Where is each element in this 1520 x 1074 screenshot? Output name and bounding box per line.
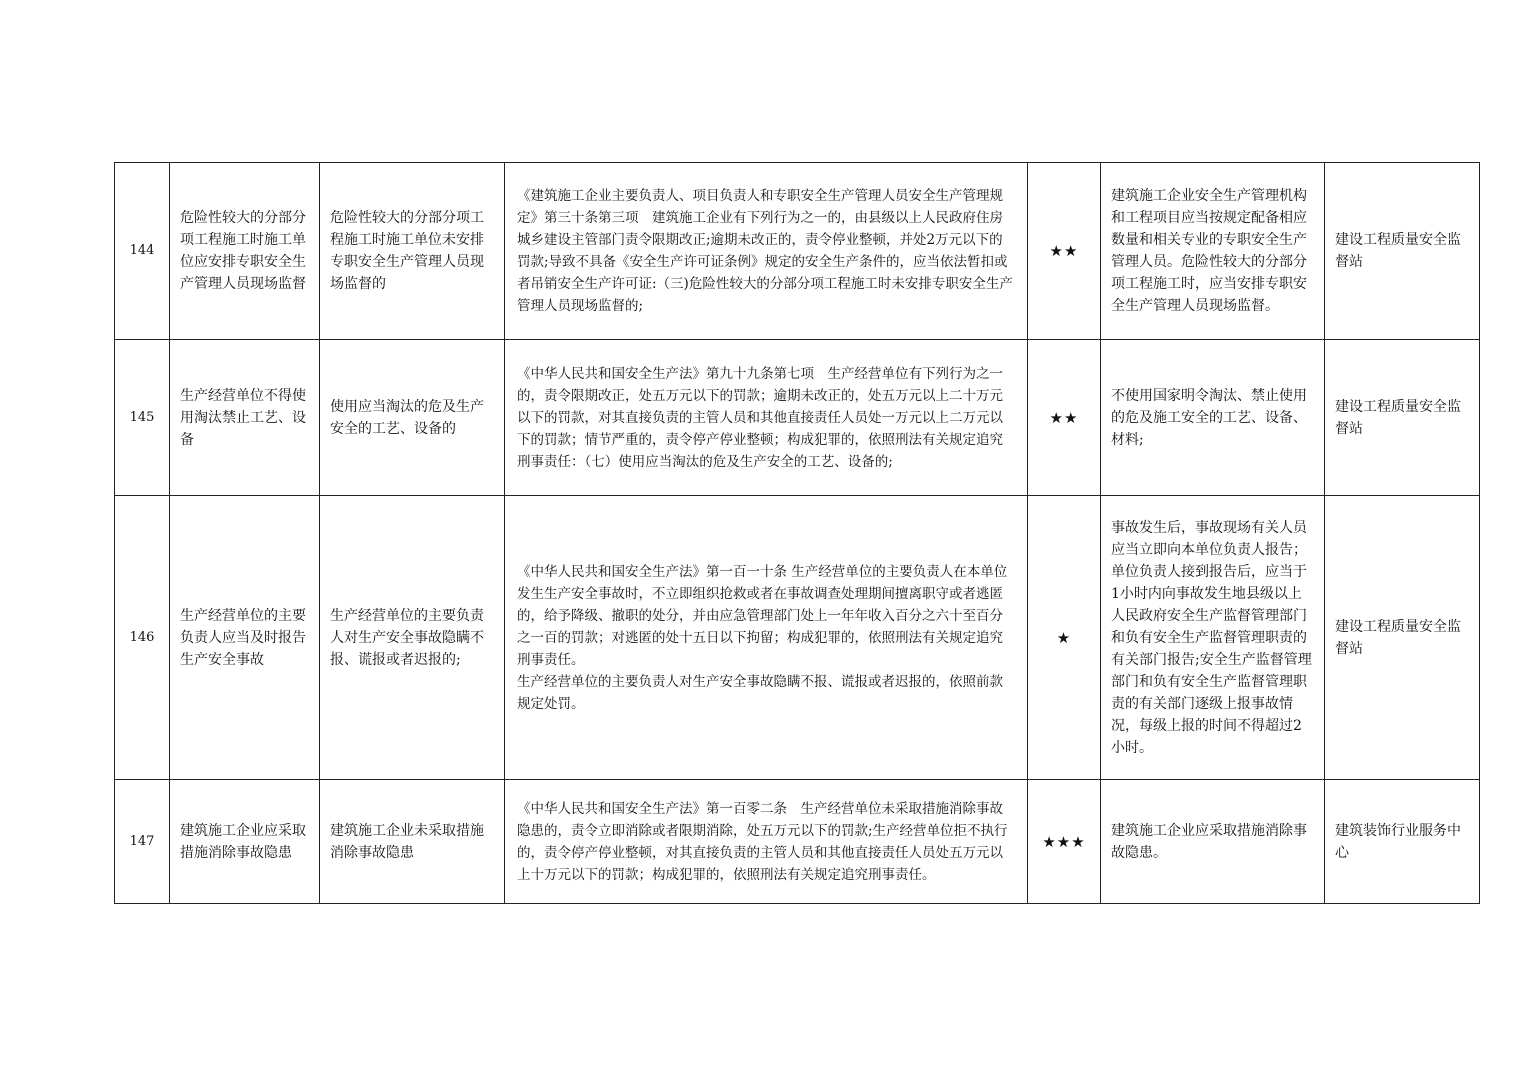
table-row — [115, 780, 1480, 904]
regulation-table — [114, 162, 1480, 904]
item-cell: 生产经营单位不得使用淘汰禁止工艺、设备 — [170, 340, 320, 496]
requirement-cell: 建筑施工企业安全生产管理机构和工程项目应当按规定配备相应数量和相关专业的专职安全生产管理人员。危险性较大的分部分项工程施工时，应当安排专职安全生产管理人员现场监督。 — [1101, 163, 1325, 340]
star-rating: ★★ — [1028, 340, 1101, 496]
violation-cell: 建筑施工企业未采取措施消除事故隐患 — [320, 780, 505, 904]
requirement-cell: 不使用国家明令淘汰、禁止使用的危及施工安全的工艺、设备、材料; — [1101, 340, 1325, 496]
item-cell: 建筑施工企业应采取措施消除事故隐患 — [170, 780, 320, 904]
star-rating: ★★ — [1028, 163, 1101, 340]
department-cell: 建设工程质量安全监督站 — [1325, 163, 1480, 340]
legal-basis-cell: 《建筑施工企业主要负责人、项目负责人和专职安全生产管理人员安全生产管理规定》第三十条第三项 建筑施工企业有下列行为之一的，由县级以上人民政府住房城乡建设主管部门责令限期改正;逾期未改正的，责令停业整顿，并处2万元以下的罚款;导致不具备《安全生产许可证条例》规定的安全生产条件的，应当依法暂扣或者吊销安全生产许可证:（三)危险性较大的分部分项工程施工时未安排专职安全生产管理人员现场监督的; — [505, 163, 1028, 340]
requirement-cell: 事故发生后，事故现场有关人员应当立即向本单位负责人报告；单位负责人接到报告后，应当于1小时内向事故发生地县级以上人民政府安全生产监督管理部门和负有安全生产监督管理职责的有关部门报告;安全生产监督管理部门和负有安全生产监督管理职责的有关部门逐级上报事故情况，每级上报的时间不得超过2小时。 — [1101, 496, 1325, 780]
item-cell: 生产经营单位的主要负责人应当及时报告生产安全事故 — [170, 496, 320, 780]
row-number: 144 — [115, 163, 170, 340]
star-rating: ★ — [1028, 496, 1101, 780]
row-number: 145 — [115, 340, 170, 496]
department-cell: 建设工程质量安全监督站 — [1325, 496, 1480, 780]
requirement-cell: 建筑施工企业应采取措施消除事故隐患。 — [1101, 780, 1325, 904]
item-cell: 危险性较大的分部分项工程施工时施工单位应安排专职安全生产管理人员现场监督 — [170, 163, 320, 340]
department-cell: 建筑装饰行业服务中心 — [1325, 780, 1480, 904]
department-cell: 建设工程质量安全监督站 — [1325, 340, 1480, 496]
violation-cell: 生产经营单位的主要负责人对生产安全事故隐瞒不报、谎报或者迟报的; — [320, 496, 505, 780]
star-rating: ★★★ — [1028, 780, 1101, 904]
legal-basis-cell — [505, 496, 1028, 780]
violation-cell: 使用应当淘汰的危及生产安全的工艺、设备的 — [320, 340, 505, 496]
legal-basis-cell: 《中华人民共和国安全生产法》第九十九条第七项 生产经营单位有下列行为之一的，责令限期改正，处五万元以下的罚款；逾期未改正的，处五万元以上二十万元以下的罚款，对其直接负责的主管人员和其他直接责任人员处一万元以上二万元以下的罚款；情节严重的，责令停产停业整顿；构成犯罪的，依照刑法有关规定追究刑事责任：（七）使用应当淘汰的危及生产安全的工艺、设备的; — [505, 340, 1028, 496]
legal-basis-cell: 《中华人民共和国安全生产法》第一百零二条 生产经营单位未采取措施消除事故隐患的，责令立即消除或者限期消除，处五万元以下的罚款;生产经营单位拒不执行的，责令停产停业整顿，对其直接负责的主管人员和其他直接责任人员处五万元以上十万元以下的罚款；构成犯罪的，依照刑法有关规定追究刑事责任。 — [505, 780, 1028, 904]
legal-basis-paragraph: 《中华人民共和国安全生产法》第一百一十条 生产经营单位的主要负责人在本单位发生生产安全事故时，不立即组织抢救或者在事故调查处理期间擅离职守或者逃匿的，给予降级、撤职的处分，并由应急管理部门处上一年年收入百分之六十至百分之一百的罚款；对逃匿的处十五日以下拘留；构成犯罪的，依照刑法有关规定追究刑事责任。 — [517, 563, 1008, 668]
table-row — [115, 340, 1480, 496]
row-number: 147 — [115, 780, 170, 904]
table-row — [115, 163, 1480, 340]
violation-cell: 危险性较大的分部分项工程施工时施工单位未安排专职安全生产管理人员现场监督的 — [320, 163, 505, 340]
row-number: 146 — [115, 496, 170, 780]
legal-basis-paragraph: 生产经营单位的主要负责人对生产安全事故隐瞒不报、谎报或者迟报的，依照前款规定处罚。 — [517, 673, 1003, 712]
table-row — [115, 496, 1480, 780]
